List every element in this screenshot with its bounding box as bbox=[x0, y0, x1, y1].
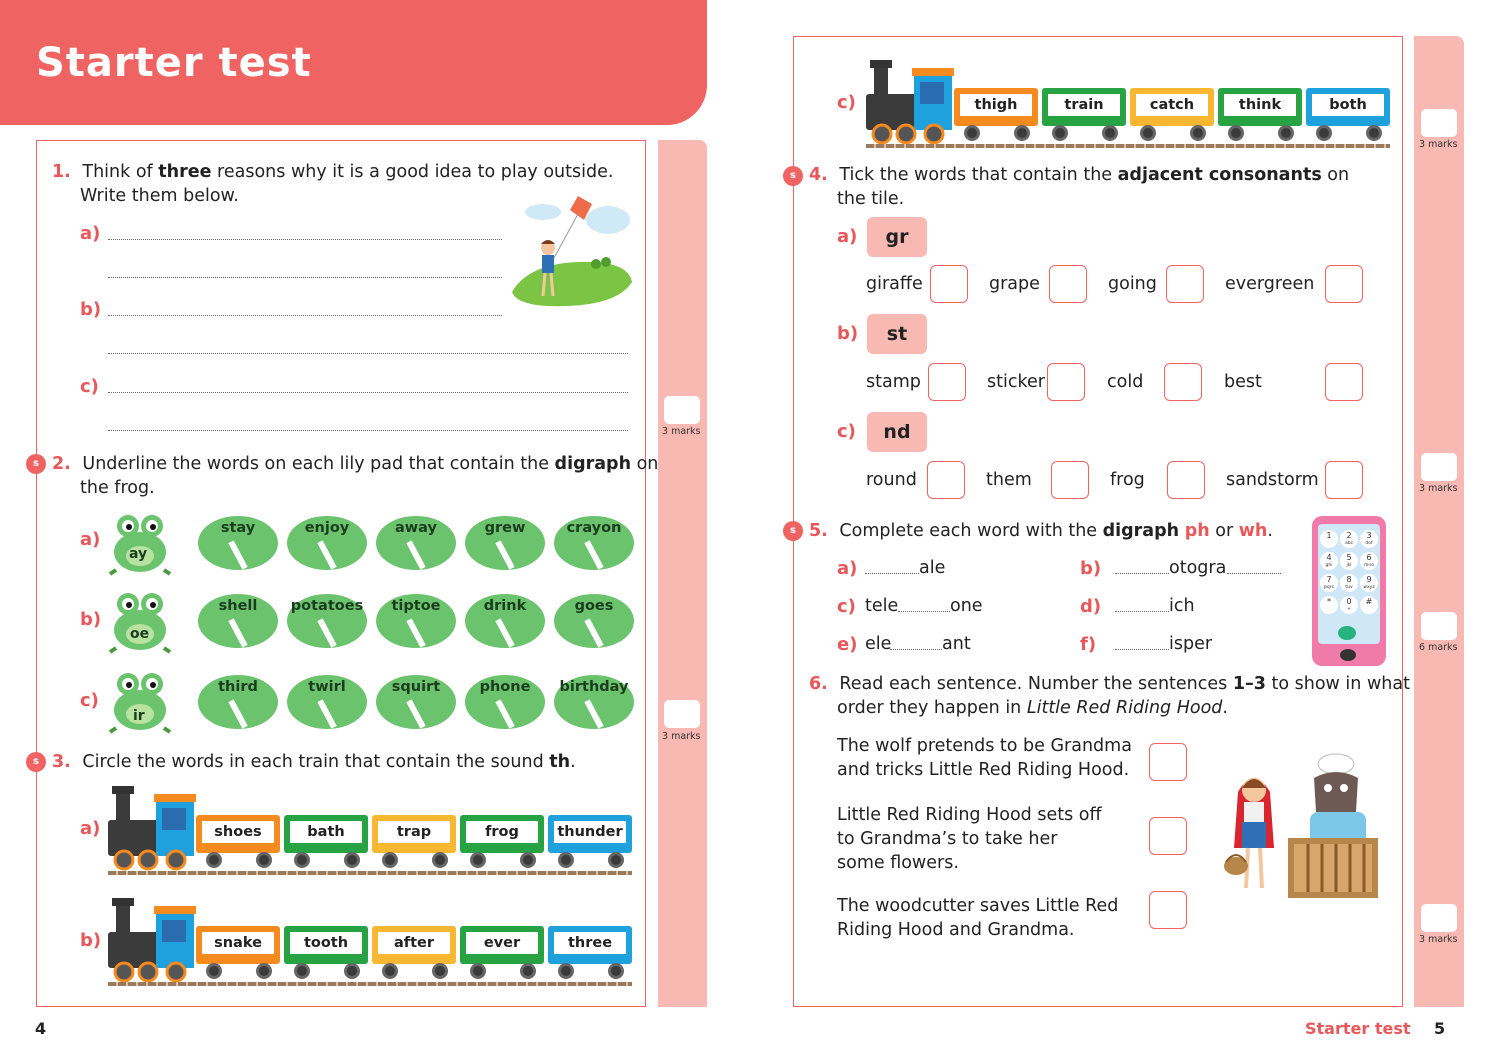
wagon-word: thunder bbox=[554, 821, 626, 843]
answer-line[interactable] bbox=[108, 276, 502, 278]
phone-key bbox=[1360, 596, 1378, 614]
q2-marks-label: 3 marks bbox=[662, 731, 701, 742]
phone-key bbox=[1360, 530, 1378, 548]
q5-label-d: d) bbox=[1080, 596, 1102, 617]
tick-word: giraffe bbox=[866, 274, 923, 294]
wheel-icon bbox=[1014, 125, 1030, 141]
page-title: Starter test bbox=[36, 40, 312, 86]
word-ending: otogra bbox=[1169, 558, 1227, 578]
answer-line[interactable] bbox=[108, 391, 628, 393]
wheel-icon bbox=[964, 125, 980, 141]
q6-text-end: to show in what bbox=[1265, 674, 1410, 694]
sentence-line: to Grandma’s to take her bbox=[837, 829, 1058, 849]
wheel-icon bbox=[558, 852, 574, 868]
q2-label-c: c) bbox=[80, 690, 99, 711]
left-marks-strip bbox=[658, 140, 707, 1007]
wagon-word: think bbox=[1224, 94, 1296, 116]
train-wagon[interactable] bbox=[460, 815, 544, 853]
answer-line[interactable] bbox=[108, 238, 502, 240]
order-number-box[interactable] bbox=[1149, 817, 1187, 855]
right-marks-strip bbox=[1414, 36, 1464, 1007]
digraph-label: oe bbox=[130, 626, 150, 642]
q1-text: Think of bbox=[82, 162, 159, 182]
phone-key bbox=[1320, 552, 1338, 570]
q1-label-b: b) bbox=[80, 299, 102, 320]
mobile-phone-illustration bbox=[1312, 516, 1386, 666]
wagon-word: shoes bbox=[202, 821, 274, 843]
tick-box[interactable] bbox=[1164, 363, 1202, 401]
fill-in-blank[interactable] bbox=[1115, 572, 1169, 574]
wheel-icon bbox=[608, 963, 624, 979]
lily-pad[interactable]: tiptoe bbox=[376, 594, 456, 648]
frog-icon bbox=[108, 588, 172, 654]
q5-bold: digraph bbox=[1102, 521, 1180, 541]
key-digit: 1 bbox=[1326, 531, 1332, 540]
train-wagon[interactable] bbox=[284, 926, 368, 964]
q4-sats-badge: s bbox=[783, 166, 803, 186]
key-letters: pqrs bbox=[1324, 585, 1334, 590]
q1-prompt-line2: Write them below. bbox=[80, 186, 239, 206]
wagon-word: three bbox=[554, 932, 626, 954]
train-wagon[interactable] bbox=[1130, 88, 1214, 126]
lily-pad[interactable]: potatoes bbox=[287, 594, 367, 648]
digraph-label: ir bbox=[133, 708, 145, 724]
train-wagon[interactable] bbox=[548, 815, 632, 853]
sentence-line: some flowers. bbox=[837, 853, 959, 873]
q2-text: Underline the words on each lily pad that contain the bbox=[82, 454, 555, 474]
key-digit: 6 bbox=[1366, 553, 1372, 562]
sentence-line: The woodcutter saves Little Red bbox=[837, 896, 1119, 916]
tick-box[interactable] bbox=[927, 461, 965, 499]
key-letters: wxyz bbox=[1363, 585, 1375, 590]
train-wagon[interactable] bbox=[548, 926, 632, 964]
q4-label-b: b) bbox=[837, 323, 859, 344]
footer-title: Starter test bbox=[1305, 1019, 1411, 1038]
key-digit: # bbox=[1365, 597, 1373, 606]
q3-prompt bbox=[52, 750, 576, 774]
wheel-icon bbox=[1366, 125, 1382, 141]
order-number-box[interactable] bbox=[1149, 743, 1187, 781]
tick-box[interactable] bbox=[1325, 363, 1363, 401]
key-digit: 5 bbox=[1346, 553, 1352, 562]
wagon-word: trap bbox=[378, 821, 450, 843]
lily-pad[interactable]: shell bbox=[198, 594, 278, 648]
wheel-icon bbox=[1102, 125, 1118, 141]
q1-bold: three bbox=[158, 162, 212, 182]
q5-sats-badge: s bbox=[783, 521, 803, 541]
lily-pad[interactable]: drink bbox=[465, 594, 545, 648]
key-digit: 3 bbox=[1366, 531, 1372, 540]
train-engine-icon bbox=[106, 896, 196, 984]
q4-number: 4. bbox=[809, 165, 828, 185]
q6-line2-text: order they happen in bbox=[837, 698, 1027, 718]
sentence-line: and tricks Little Red Riding Hood. bbox=[837, 760, 1130, 780]
key-digit: 2 bbox=[1346, 531, 1352, 540]
q5-label-a: a) bbox=[837, 558, 858, 579]
answer-line[interactable] bbox=[108, 352, 628, 354]
q4-marks-label: 3 marks bbox=[1419, 483, 1458, 494]
lily-pad[interactable]: stay bbox=[198, 516, 278, 570]
key-letters: tuv bbox=[1345, 585, 1353, 590]
wheel-icon bbox=[206, 852, 222, 868]
tick-box[interactable] bbox=[1047, 363, 1085, 401]
q2-bold: digraph bbox=[554, 454, 632, 474]
call-icon bbox=[1338, 626, 1356, 640]
tick-word: round bbox=[866, 470, 917, 490]
q3-sats-badge: s bbox=[26, 752, 46, 772]
q5-label-e: e) bbox=[837, 634, 858, 655]
lily-pad[interactable]: enjoy bbox=[287, 516, 367, 570]
phone-key bbox=[1320, 530, 1338, 548]
q1-label-a: a) bbox=[80, 223, 101, 244]
phone-key bbox=[1360, 574, 1378, 592]
tick-word: evergreen bbox=[1225, 274, 1315, 294]
tick-word: frog bbox=[1110, 470, 1145, 490]
q1-prompt bbox=[52, 160, 613, 184]
word-ending: ale bbox=[919, 558, 946, 578]
consonant-tile: gr bbox=[867, 217, 927, 257]
tick-box[interactable] bbox=[1325, 461, 1363, 499]
train-wagon[interactable] bbox=[1218, 88, 1302, 126]
key-letters: ghi bbox=[1325, 563, 1333, 568]
q2-sats-badge: s bbox=[26, 454, 46, 474]
wheel-icon bbox=[558, 963, 574, 979]
wagon-word: snake bbox=[202, 932, 274, 954]
wagon-word: bath bbox=[290, 821, 362, 843]
frog-icon bbox=[108, 668, 172, 734]
q5-marks-label: 6 marks bbox=[1419, 642, 1458, 653]
rail-track bbox=[866, 144, 1390, 148]
key-digit: 0 bbox=[1346, 597, 1352, 606]
q2-label-a: a) bbox=[80, 529, 101, 550]
q3-text-end: . bbox=[570, 752, 576, 772]
fill-in-blank[interactable] bbox=[1115, 648, 1169, 650]
wheel-icon bbox=[470, 963, 486, 979]
wheel-icon bbox=[256, 852, 272, 868]
q5-digraph-wh: wh bbox=[1238, 521, 1268, 541]
sentence-line: Little Red Riding Hood sets off bbox=[837, 805, 1102, 825]
lily-pad[interactable]: third bbox=[198, 675, 278, 729]
train-wagon[interactable] bbox=[954, 88, 1038, 126]
q3-label-a: a) bbox=[80, 818, 101, 839]
q5-digraph-ph: ph bbox=[1184, 521, 1210, 541]
word-ending: ich bbox=[1169, 596, 1195, 616]
phone-key bbox=[1320, 574, 1338, 592]
tick-word: best bbox=[1224, 372, 1262, 392]
wagon-word: frog bbox=[466, 821, 538, 843]
q5-label-f: f) bbox=[1080, 634, 1097, 655]
rail-track bbox=[108, 871, 632, 875]
wheel-icon bbox=[470, 852, 486, 868]
tick-word: grape bbox=[989, 274, 1040, 294]
key-digit: 8 bbox=[1346, 575, 1352, 584]
fill-in-blank[interactable] bbox=[1115, 610, 1169, 612]
wheel-icon bbox=[432, 852, 448, 868]
word-start: tele bbox=[865, 596, 899, 616]
q2-marks-box[interactable] bbox=[664, 700, 700, 728]
lily-pad[interactable]: crayon bbox=[554, 516, 634, 570]
q1-text-end: reasons why it is a good idea to play outside. bbox=[211, 162, 614, 182]
q2-prompt-line2: the frog. bbox=[80, 478, 155, 498]
q3-number: 3. bbox=[52, 752, 71, 772]
wheel-icon bbox=[294, 963, 310, 979]
q2-text-end: on bbox=[631, 454, 659, 474]
train-wagon[interactable] bbox=[1306, 88, 1390, 126]
q5-label-c: c) bbox=[837, 596, 856, 617]
tick-word: going bbox=[1108, 274, 1157, 294]
wagon-word: both bbox=[1312, 94, 1384, 116]
q5-prompt bbox=[809, 519, 1273, 543]
key-letters: abc bbox=[1344, 541, 1354, 546]
wheel-icon bbox=[382, 852, 398, 868]
wheel-icon bbox=[294, 852, 310, 868]
wheel-icon bbox=[206, 963, 222, 979]
wheel-icon bbox=[520, 852, 536, 868]
q4-prompt bbox=[809, 163, 1349, 187]
right-page-number: 5 bbox=[1434, 1019, 1446, 1038]
answer-line[interactable] bbox=[108, 314, 502, 316]
wheel-icon bbox=[256, 963, 272, 979]
q4-marks-box[interactable] bbox=[1421, 453, 1457, 481]
q6-prompt bbox=[809, 672, 1410, 696]
q3-label-c: c) bbox=[837, 92, 856, 113]
train-wagon[interactable] bbox=[284, 815, 368, 853]
key-digit: * bbox=[1327, 597, 1331, 606]
wheel-icon bbox=[382, 963, 398, 979]
key-digit: 9 bbox=[1366, 575, 1372, 584]
q6-bold: 1–3 bbox=[1232, 674, 1266, 694]
q6-marks-label: 3 marks bbox=[1419, 934, 1458, 945]
q2-prompt bbox=[52, 452, 658, 476]
q3-marks-label: 3 marks bbox=[1419, 139, 1458, 150]
wheel-icon bbox=[608, 852, 624, 868]
q3-label-b: b) bbox=[80, 930, 102, 951]
wagon-word: thigh bbox=[960, 94, 1032, 116]
q1-marks-label: 3 marks bbox=[662, 426, 701, 437]
q6-number: 6. bbox=[809, 674, 828, 694]
train-wagon[interactable] bbox=[196, 926, 280, 964]
wheel-icon bbox=[344, 852, 360, 868]
wagon-word: tooth bbox=[290, 932, 362, 954]
q4-prompt-line2: the tile. bbox=[837, 189, 905, 209]
tick-word: sandstorm bbox=[1226, 470, 1319, 490]
fill-in-blank[interactable] bbox=[1227, 572, 1281, 574]
wheel-icon bbox=[1052, 125, 1068, 141]
train-wagon[interactable] bbox=[372, 926, 456, 964]
phone-keypad bbox=[1320, 530, 1378, 614]
word-ending: isper bbox=[1169, 634, 1213, 654]
fill-in-blank[interactable] bbox=[865, 572, 919, 574]
consonant-tile: st bbox=[867, 314, 927, 354]
train-wagon[interactable] bbox=[460, 926, 544, 964]
lily-pad[interactable]: birthday bbox=[554, 675, 634, 729]
tick-box[interactable] bbox=[1325, 265, 1363, 303]
sentence-2 bbox=[837, 803, 1102, 875]
train-engine-icon bbox=[106, 784, 196, 872]
q6-line2-end: . bbox=[1222, 698, 1228, 718]
red-riding-hood-and-wolf-illustration bbox=[1218, 748, 1394, 916]
answer-line[interactable] bbox=[108, 429, 628, 431]
wheel-icon bbox=[344, 963, 360, 979]
train-engine-icon bbox=[864, 58, 954, 146]
q4-text-end: on bbox=[1321, 165, 1350, 185]
tick-word: them bbox=[986, 470, 1032, 490]
q3-marks-box[interactable] bbox=[1421, 109, 1457, 137]
q6-text: Read each sentence. Number the sentences bbox=[839, 674, 1233, 694]
wheel-icon bbox=[1316, 125, 1332, 141]
phone-key bbox=[1360, 552, 1378, 570]
key-letters: def bbox=[1365, 541, 1373, 546]
left-page-number: 4 bbox=[35, 1019, 47, 1038]
wagon-word: ever bbox=[466, 932, 538, 954]
fill-in-blank[interactable] bbox=[890, 648, 942, 650]
sentence-line: The wolf pretends to be Grandma bbox=[837, 736, 1132, 756]
q3-text: Circle the words in each train that contain the sound bbox=[82, 752, 550, 772]
key-letters: mno bbox=[1364, 563, 1374, 568]
wheel-icon bbox=[1140, 125, 1156, 141]
q6-prompt-line2 bbox=[837, 696, 1228, 720]
tick-word: sticker bbox=[987, 372, 1045, 392]
wagon-word: after bbox=[378, 932, 450, 954]
phone-key bbox=[1340, 530, 1358, 548]
lily-pad[interactable]: squirt bbox=[376, 675, 456, 729]
girl-flying-kite-illustration bbox=[508, 192, 636, 310]
fill-in-blank[interactable] bbox=[898, 610, 950, 612]
sentence-1 bbox=[837, 734, 1132, 782]
tick-box[interactable] bbox=[930, 265, 968, 303]
q5-label-b: b) bbox=[1080, 558, 1102, 579]
key-digit: 4 bbox=[1326, 553, 1332, 562]
tick-box[interactable] bbox=[1167, 461, 1205, 499]
wheel-icon bbox=[520, 963, 536, 979]
q6-story-title: Little Red Riding Hood bbox=[1026, 698, 1223, 718]
q4-label-c: c) bbox=[837, 421, 856, 442]
digraph-label: ay bbox=[129, 546, 148, 562]
sentence-3 bbox=[837, 894, 1118, 942]
order-number-box[interactable] bbox=[1149, 891, 1187, 929]
key-digit: 7 bbox=[1326, 575, 1332, 584]
q1-number: 1. bbox=[52, 162, 71, 182]
consonant-tile: nd bbox=[867, 412, 927, 452]
wheel-icon bbox=[1278, 125, 1294, 141]
home-button-icon bbox=[1340, 649, 1356, 661]
q4-bold: adjacent consonants bbox=[1117, 165, 1322, 185]
train-wagon[interactable] bbox=[1042, 88, 1126, 126]
wheel-icon bbox=[1190, 125, 1206, 141]
q5-number: 5. bbox=[809, 521, 828, 541]
q2-label-b: b) bbox=[80, 609, 102, 630]
word-start: ele bbox=[865, 634, 892, 654]
frog-icon bbox=[108, 510, 172, 576]
phone-key bbox=[1320, 596, 1338, 614]
lily-pad[interactable]: phone bbox=[465, 675, 545, 729]
phone-key bbox=[1340, 552, 1358, 570]
q5-or: or bbox=[1209, 521, 1239, 541]
q3-bold: th bbox=[549, 752, 571, 772]
wheel-icon bbox=[1228, 125, 1244, 141]
lily-pad[interactable]: twirl bbox=[287, 675, 367, 729]
rail-track bbox=[108, 982, 632, 986]
key-letters: jkl bbox=[1346, 563, 1352, 568]
lily-pad[interactable]: grew bbox=[465, 516, 545, 570]
q2-number: 2. bbox=[52, 454, 71, 474]
tick-box[interactable] bbox=[1049, 265, 1087, 303]
train-wagon[interactable] bbox=[196, 815, 280, 853]
word-ending: one bbox=[950, 596, 983, 616]
wagon-word: train bbox=[1048, 94, 1120, 116]
q1-marks-box[interactable] bbox=[664, 396, 700, 424]
q6-marks-box[interactable] bbox=[1421, 904, 1457, 932]
phone-key bbox=[1340, 574, 1358, 592]
q1-label-c: c) bbox=[80, 376, 99, 397]
wheel-icon bbox=[432, 963, 448, 979]
word-ending: ant bbox=[942, 634, 971, 654]
tick-box[interactable] bbox=[1166, 265, 1204, 303]
sentence-line: Riding Hood and Grandma. bbox=[837, 920, 1075, 940]
q5-text: Complete each word with the bbox=[839, 521, 1103, 541]
key-letters: + bbox=[1347, 607, 1351, 612]
wagon-word: catch bbox=[1136, 94, 1208, 116]
tick-word: stamp bbox=[866, 372, 921, 392]
q4-text: Tick the words that contain the bbox=[839, 165, 1118, 185]
train-wagon[interactable] bbox=[372, 815, 456, 853]
lily-pad[interactable]: goes bbox=[554, 594, 634, 648]
q4-label-a: a) bbox=[837, 226, 858, 247]
tick-box[interactable] bbox=[1051, 461, 1089, 499]
lily-pad[interactable]: away bbox=[376, 516, 456, 570]
q5-marks-box[interactable] bbox=[1421, 612, 1457, 640]
phone-key bbox=[1340, 596, 1358, 614]
tick-word: cold bbox=[1107, 372, 1144, 392]
q5-end: . bbox=[1267, 521, 1273, 541]
tick-box[interactable] bbox=[928, 363, 966, 401]
